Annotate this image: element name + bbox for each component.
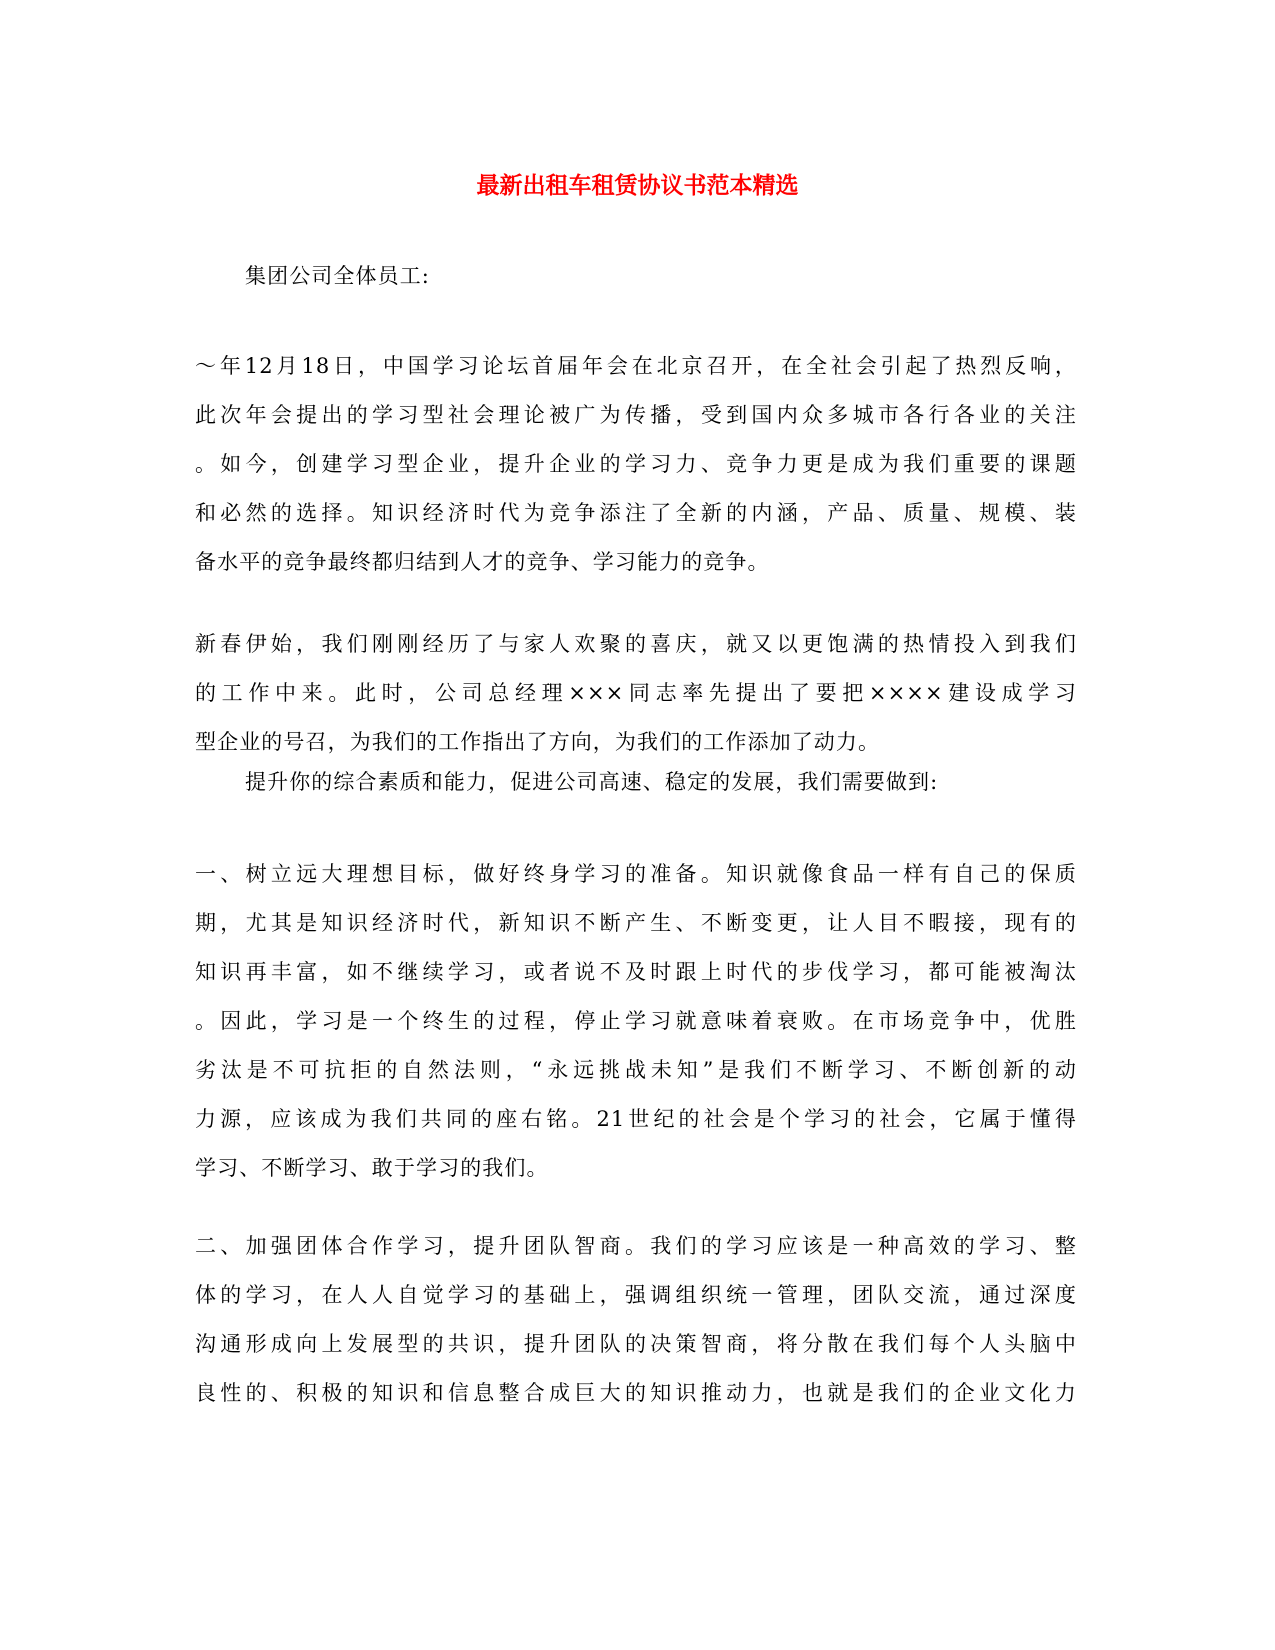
- paragraph-line: 新春伊始，我们刚刚经历了与家人欢聚的喜庆，就又以更饱满的热情投入到我们: [195, 632, 1077, 656]
- paragraph-line: 学习、不断学习、敢于学习的我们。: [195, 1156, 549, 1180]
- document-title: 最新出租车租赁协议书范本精选: [476, 172, 799, 199]
- paragraph-line: 此次年会提出的学习型社会理论被广为传播，受到国内众多城市各行各业的关注: [195, 403, 1077, 427]
- paragraph-line: 沟通形成向上发展型的共识，提升团队的决策智商，将分散在我们每个人头脑中: [195, 1332, 1077, 1356]
- paragraph-line: 。如今，创建学习型企业，提升企业的学习力、竞争力更是成为我们重要的课题: [195, 452, 1077, 476]
- paragraph-4: [195, 850, 1077, 1193]
- paragraph-line: 良性的、积极的知识和信息整合成巨大的知识推动力，也就是我们的企业文化力: [195, 1381, 1077, 1405]
- paragraph-line: 体的学习，在人人自觉学习的基础上，强调组织统一管理，团队交流，通过深度: [195, 1283, 1077, 1307]
- paragraph-line: 备水平的竞争最终都归结到人才的竞争、学习能力的竞争。: [195, 550, 770, 574]
- paragraph-line: 劣汰是不可抗拒的自然法则，“永远挑战未知”是我们不断学习、不断创新的动: [195, 1058, 1077, 1082]
- paragraph-line: 型企业的号召，为我们的工作指出了方向，为我们的工作添加了动力。: [195, 730, 881, 754]
- paragraph-line: 。因此，学习是一个终生的过程，停止学习就意味着衰败。在市场竞争中，优胜: [195, 1009, 1077, 1033]
- paragraph-line: 二、加强团体合作学习，提升团队智商。我们的学习应该是一种高效的学习、整: [195, 1234, 1077, 1258]
- paragraph-line: ～年12月18日，中国学习论坛首届年会在北京召开，在全社会引起了热烈反响，: [195, 354, 1077, 378]
- salutation: [195, 252, 1127, 301]
- paragraph-line: 力源，应该成为我们共同的座右铭。21世纪的社会是个学习的社会，它属于懂得: [195, 1107, 1077, 1131]
- paragraph-5: [195, 1222, 1077, 1418]
- paragraph-line: 提升你的综合素质和能力，促进公司高速、稳定的发展，我们需要做到:: [245, 770, 939, 794]
- paragraph-1: [195, 342, 1077, 587]
- paragraph-line: 期，尤其是知识经济时代，新知识不断产生、不断变更，让人目不暇接，现有的: [195, 911, 1077, 935]
- salutation-text: 集团公司全体员工:: [245, 264, 430, 288]
- paragraph-3: [195, 758, 1127, 807]
- paragraph-line: 知识再丰富，如不继续学习，或者说不及时跟上时代的步伐学习，都可能被淘汰: [195, 960, 1077, 984]
- paragraph-line: 的工作中来。此时，公司总经理×××同志率先提出了要把××××建设成学习: [195, 681, 1077, 705]
- paragraph-2: [195, 620, 1077, 767]
- paragraph-line: 一、树立远大理想目标，做好终身学习的准备。知识就像食品一样有自己的保质: [195, 862, 1077, 886]
- paragraph-line: 和必然的选择。知识经济时代为竞争添注了全新的内涵，产品、质量、规模、装: [195, 501, 1077, 525]
